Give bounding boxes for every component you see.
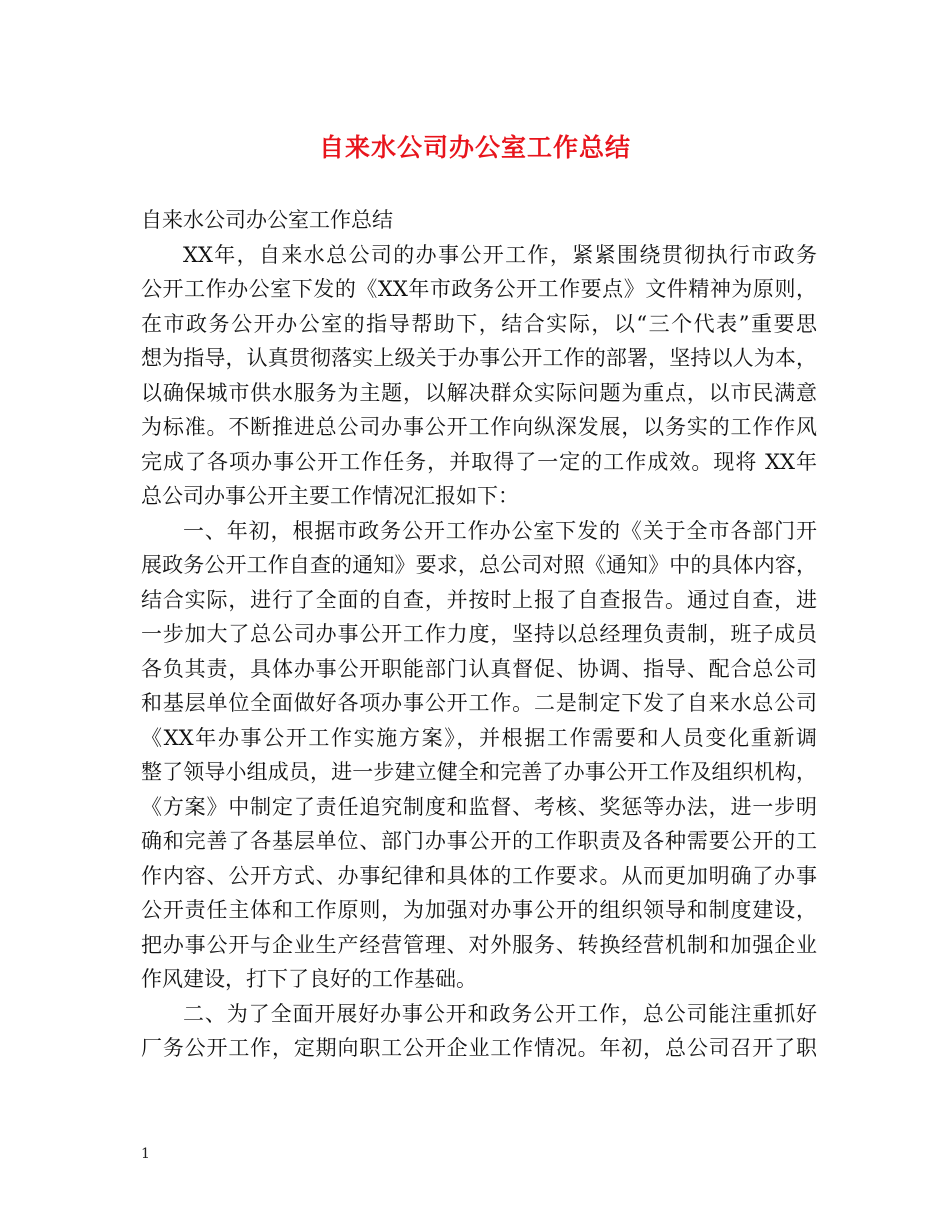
body-line: 二、为了全面开展好办事公开和政务公开工作，总公司能注重抓好: [183, 1001, 817, 1026]
body-line: 以确保城市供水服务为主题，以解决群众实际问题为重点，以市民满意: [141, 380, 817, 405]
body-line: XX年，自来水总公司的办事公开工作，紧紧围绕贯彻执行市政务: [183, 242, 817, 267]
body-line: 在市政务公开办公室的指导帮助下，结合实际，以“三个代表”重要思: [141, 311, 817, 336]
body-line: 展政务公开工作自查的通知》要求，总公司对照《通知》中的具体内容，: [141, 553, 817, 577]
body-line: 各负其责，具体办事公开职能部门认真督促、协调、指导、配合总公司: [141, 656, 817, 681]
body-line: 为标准。不断推进总公司办事公开工作向纵深发展，以务实的工作作风: [141, 415, 817, 439]
body-line: 《方案》中制定了责任追究制度和监督、考核、奖惩等办法，进一步明: [141, 794, 817, 819]
body-line: 作内容、公开方式、办事纪律和具体的工作要求。从而更加明确了办事: [141, 863, 817, 888]
body-line: 结合实际，进行了全面的自查，并按时上报了自查报告。通过自查，进: [141, 587, 817, 612]
body-line: 一、年初，根据市政务公开工作办公室下发的《关于全市各部门开: [183, 518, 817, 543]
document-title: 自来水公司办公室工作总结: [318, 133, 631, 162]
body-line: 总公司办事公开主要工作情况汇报如下：: [141, 484, 519, 508]
body-line: 整了领导小组成员，进一步建立健全和完善了办事公开工作及组织机构，: [141, 760, 817, 784]
body-line: 公开工作办公室下发的《XX年市政务公开工作要点》文件精神为原则，: [141, 277, 817, 301]
document-body: [141, 203, 817, 1066]
body-line: 和基层单位全面做好各项办事公开工作。二是制定下发了自来水总公司: [141, 691, 817, 715]
body-line: 完成了各项办事公开工作任务，并取得了一定的工作成效。现将 XX年: [141, 449, 817, 474]
page-number: 1: [141, 1146, 150, 1162]
body-line: 厂务公开工作，定期向职工公开企业工作情况。年初，总公司召开了职: [141, 1036, 817, 1060]
body-line: 《XX年办事公开工作实施方案》，并根据工作需要和人员变化重新调: [141, 725, 817, 750]
body-line: 确和完善了各基层单位、部门办事公开的工作职责及各种需要公开的工: [141, 829, 817, 853]
body-line: 一步加大了总公司办事公开工作力度，坚持以总经理负责制，班子成员: [141, 622, 817, 646]
body-line: 作风建设，打下了良好的工作基础。: [141, 967, 477, 991]
body-line: 公开责任主体和工作原则，为加强对办事公开的组织领导和制度建设，: [141, 898, 817, 922]
document-subtitle: 自来水公司办公室工作总结: [141, 208, 393, 232]
body-line: 把办事公开与企业生产经营管理、对外服务、转换经营机制和加强企业: [141, 932, 817, 957]
body-line: 想为指导，认真贯彻落实上级关于办事公开工作的部署，坚持以人为本，: [141, 346, 817, 370]
